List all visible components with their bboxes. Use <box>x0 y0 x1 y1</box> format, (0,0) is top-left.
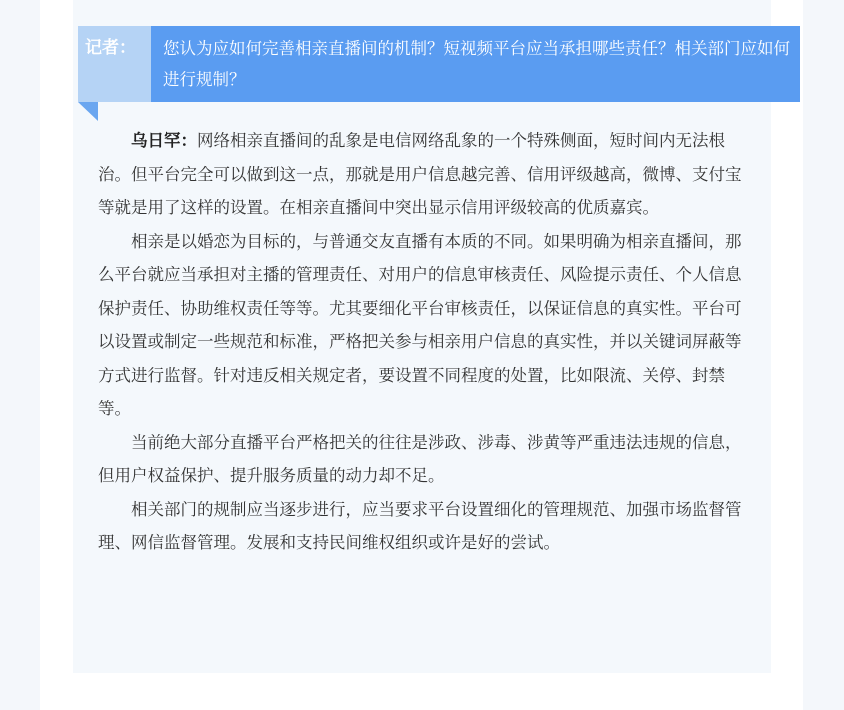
banner-fold-corner <box>78 102 98 121</box>
interviewee-name: 乌日罕： <box>131 131 197 150</box>
question-text: 您认为应如何完善相亲直播间的机制？短视频平台应当承担哪些责任？相关部门应如何进行规制？ <box>151 26 800 102</box>
paragraph-text: 网络相亲直播间的乱象是电信网络乱象的一个特殊侧面，短时间内无法根治。但平台完全可以做到这一点，那就是用户信息越完善、信用评级越高，微博、支付宝等就是用了这样的设置。在相亲直播间中突出显示信用评级较高的优质嘉宾。 <box>98 131 742 217</box>
question-banner <box>78 26 800 102</box>
answer-paragraph-2: 相亲是以婚恋为目标的，与普通交友直播有本质的不同。如果明确为相亲直播间，那么平台就应当承担对主播的管理责任、对用户的信息审核责任、风险提示责任、个人信息保护责任、协助维权责任等等。尤其要细化平台审核责任，以保证信息的真实性。平台可以设置或制定一些规范和标准，严格把关参与相亲用户信息的真实性，并以关键词屏蔽等方式进行监督。针对违反相关规定者，要设置不同程度的处置，比如限流、关停、封禁等。 <box>98 231 742 418</box>
answer-body <box>98 124 748 560</box>
answer-paragraph-1 <box>98 124 748 225</box>
reporter-label: 记者： <box>78 26 151 102</box>
answer-paragraph-3: 当前绝大部分直播平台严格把关的往往是涉政、涉毒、涉黄等严重违法违规的信息，但用户权益保护、提升服务质量的动力却不足。 <box>98 432 742 485</box>
answer-paragraph-4: 相关部门的规制应当逐步进行，应当要求平台设置细化的管理规范、加强市场监督管理、网信监督管理。发展和支持民间维权组织或许是好的尝试。 <box>98 499 742 552</box>
